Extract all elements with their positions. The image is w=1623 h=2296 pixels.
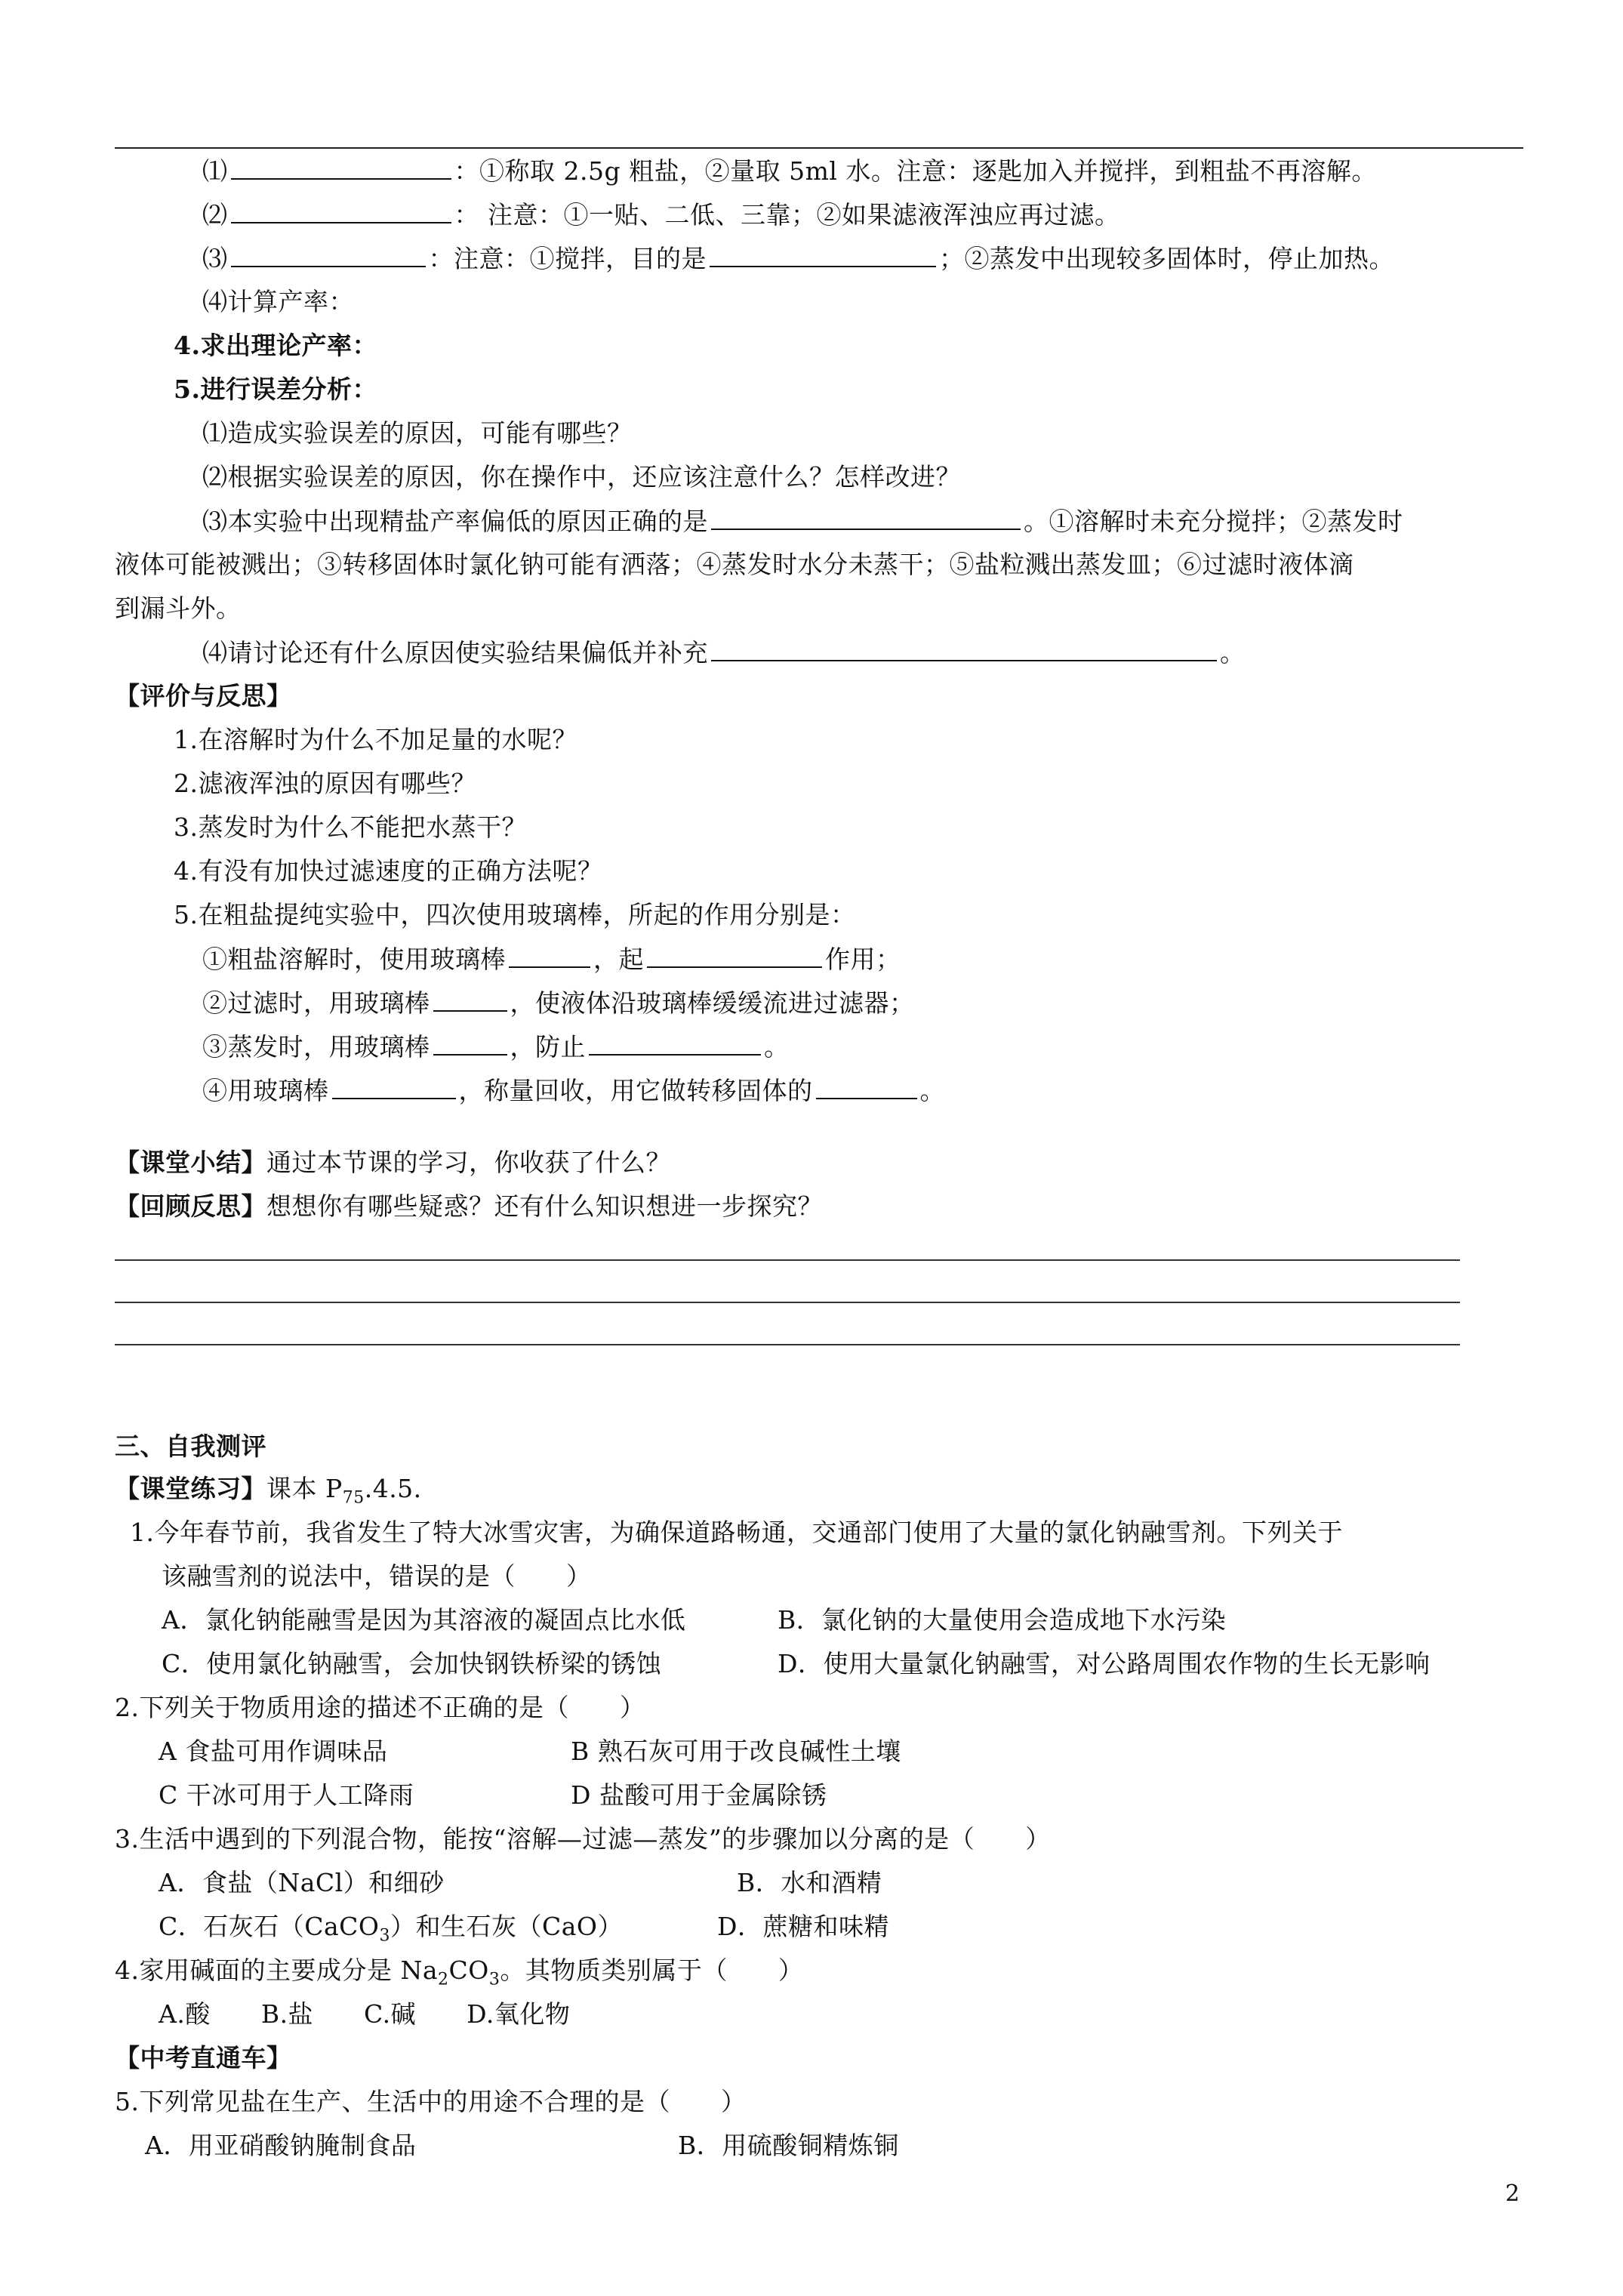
option-2b[interactable]: B 熟石灰可用于改良碱性土壤 (571, 1737, 901, 1766)
blank[interactable] (711, 637, 1217, 661)
question-2: ⑵根据实验误差的原因，你在操作中，还应该注意什么？怎样改进？ (202, 462, 961, 492)
question-3-cont: 液体可能被溅出；③转移固体时氯化钠可能有洒落；④蒸发时水分未蒸干；⑤盐粒溅出蒸发皿；⑥过滤时液体滴 (115, 550, 1354, 579)
option-2a[interactable]: A 食盐可用作调味品 (159, 1737, 388, 1766)
option-3c[interactable]: C．石灰石（CaCO$_3$）和生石灰（CaO） (159, 1912, 623, 1946)
header-rule (115, 147, 1523, 149)
option-3a[interactable]: A．食盐（NaCl）和细砂 (159, 1868, 445, 1897)
blank[interactable] (231, 199, 451, 223)
option-5a[interactable]: A．用亚硝酸钠腌制食品 (145, 2131, 417, 2160)
glass-rod-4: ④用玻璃棒 ，称量回收，用它做转移固体的 。 (202, 1076, 945, 1105)
option-5b[interactable]: B．用硫酸铜精炼铜 (678, 2131, 899, 2160)
option-1c[interactable]: C．使用氯化钠融雪，会加快钢铁桥梁的锈蚀 (162, 1649, 662, 1678)
mc-question-3: 3.生活中遇到的下列混合物，能按“溶解—过滤—蒸发”的步骤加以分离的是（ ） (115, 1824, 1051, 1854)
option-3d[interactable]: D．蔗糖和味精 (717, 1912, 889, 1941)
glass-rod-3: ③蒸发时，用玻璃棒 ，防止 。 (202, 1032, 790, 1062)
mc-question-4: 4.家用碱面的主要成分是 $Na_2CO_3$。其物质类别属于（ ） (115, 1955, 804, 1989)
reflect-2: 2.滤液浑浊的原因有哪些？ (174, 769, 476, 798)
blank[interactable] (509, 944, 590, 968)
reflect-heading: 【评价与反思】 (115, 681, 292, 710)
blank[interactable] (433, 1031, 507, 1056)
class-practice: 【课堂练习】课本 $P_{75}.4.5$. (115, 1474, 422, 1508)
answer-line[interactable] (115, 1344, 1460, 1345)
step-4: ⑷计算产率： (202, 287, 354, 316)
blank[interactable] (231, 243, 426, 267)
question-3: ⑶本实验中出现精盐产率偏低的原因正确的是 。①溶解时未充分搅拌；②蒸发时 (202, 507, 1403, 536)
mc-question-2: 2.下列关于物质用途的描述不正确的是（ ） (115, 1693, 645, 1722)
class-summary: 【课堂小结】通过本节课的学习，你收获了什么？ (115, 1148, 671, 1177)
reflect-5: 5.在粗盐提纯实验中，四次使用玻璃棒，所起的作用分别是： (174, 900, 856, 929)
option-1b[interactable]: B．氯化钠的大量使用会造成地下水污染 (778, 1605, 1227, 1635)
page-number: 2 (1505, 2180, 1520, 2207)
section-heading: 三、自我测评 (115, 1432, 266, 1461)
glass-rod-2: ②过滤时，用玻璃棒 ，使液体沿玻璃棒缓缓流进过滤器； (202, 988, 915, 1018)
blank[interactable] (589, 1031, 761, 1056)
reflect-3: 3.蒸发时为什么不能把水蒸干？ (174, 812, 527, 842)
glass-rod-1: ①粗盐溶解时，使用玻璃棒 ，起 作用； (202, 945, 901, 974)
question-3-cont2: 到漏斗外。 (115, 593, 242, 623)
exam-heading: 【中考直通车】 (115, 2043, 292, 2073)
step-1: ⑴ ：①称取 2.5g 粗盐，②量取 5ml 水。注意：逐匙加入并搅拌，到粗盐不再溶解。 (202, 156, 1377, 186)
option-1d[interactable]: D．使用大量氯化钠融雪，对公路周围农作物的生长无影响 (778, 1649, 1431, 1678)
step-2: ⑵ ： 注意：①一贴、二低、三靠；②如果滤液浑浊应再过滤。 (202, 200, 1120, 230)
reflect-4: 4.有没有加快过滤速度的正确方法呢？ (174, 856, 603, 886)
blank[interactable] (711, 506, 1021, 530)
review-reflection: 【回顾反思】想想你有哪些疑惑？还有什么知识想进一步探究？ (115, 1191, 823, 1221)
answer-line[interactable] (115, 1302, 1460, 1303)
blank[interactable] (231, 156, 451, 180)
option-2d[interactable]: D 盐酸可用于金属除锈 (571, 1780, 827, 1810)
option-3b[interactable]: B．水和酒精 (737, 1868, 882, 1897)
step-3: ⑶ ：注意：①搅拌，目的是 ；②蒸发中出现较多固体时，停止加热。 (202, 244, 1394, 273)
mc-question-1: 1.今年春节前，我省发生了特大冰雪灾害，为确保道路畅通，交通部门使用了大量的氯化钠融雪剂。下列关于 (130, 1518, 1343, 1547)
question-1: ⑴造成实验误差的原因，可能有哪些？ (202, 418, 633, 448)
options-4[interactable]: A.酸 B.盐 C.碱 D.氧化物 (159, 1999, 571, 2029)
option-1a[interactable]: A．氯化钠能融雪是因为其溶液的凝固点比水低 (162, 1605, 686, 1635)
reflect-1: 1.在溶解时为什么不加足量的水呢？ (174, 725, 577, 754)
answer-line[interactable] (115, 1259, 1460, 1261)
blank[interactable] (433, 988, 507, 1012)
blank[interactable] (710, 243, 936, 267)
item-5-title: 5.进行误差分析： (174, 374, 377, 404)
item-4: 4.求出理论产率： (174, 331, 377, 360)
blank[interactable] (647, 944, 822, 968)
option-2c[interactable]: C 干冰可用于人工降雨 (159, 1780, 414, 1810)
question-4: ⑷请讨论还有什么原因使实验结果偏低并补充 。 (202, 638, 1246, 667)
mc-question-5: 5.下列常见盐在生产、生活中的用途不合理的是（ ） (115, 2087, 747, 2116)
mc-question-1-cont: 该融雪剂的说法中，错误的是（ ） (162, 1561, 592, 1591)
blank[interactable] (332, 1075, 456, 1099)
blank[interactable] (816, 1075, 917, 1099)
